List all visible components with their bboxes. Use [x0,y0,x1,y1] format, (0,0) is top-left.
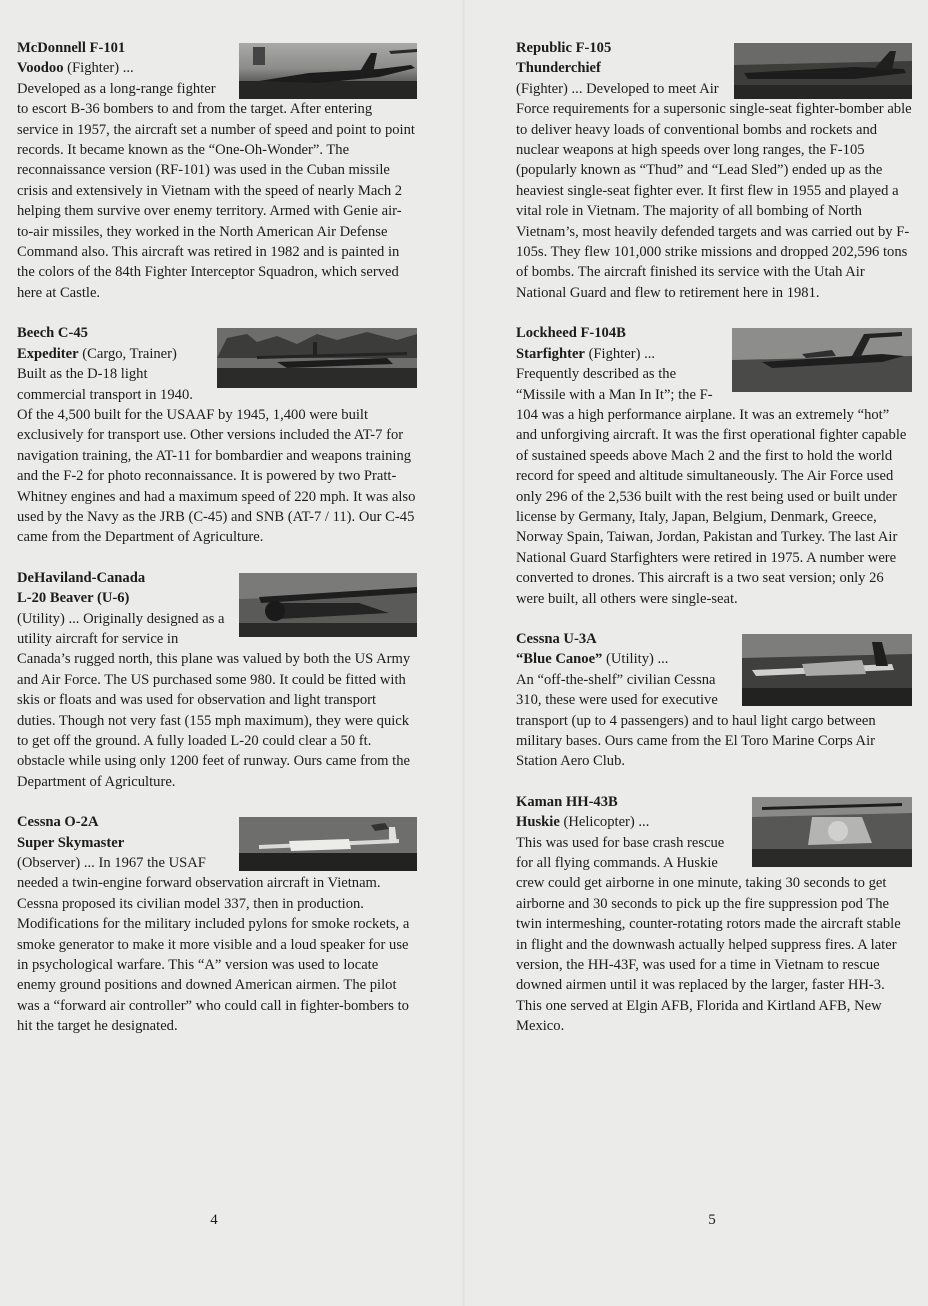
entry-u3a [516,629,912,772]
c45-photo [217,328,417,388]
l20-photo [239,573,417,637]
o2a-photo [239,817,417,871]
entry-name: Expediter [17,345,79,362]
f101-photo [239,43,417,99]
entry-type: (Fighter) ... [516,80,583,97]
entry-title: McDonnell F-101 [17,40,126,56]
entry-title: Beech C-45 [17,325,88,342]
entry-type: (Fighter) ... [588,345,656,362]
entry-title: Cessna U-3A [516,630,597,647]
u3a-photo [742,634,912,706]
entry-title: Cessna O-2A [17,814,99,831]
entry-body: In 1967 the USAF needed a twin-engine forward observation aircraft in Vietnam. Cessna proposed its civilian model 337, then in production. Modifications for the military included pylons for smoke rockets, a smoke generator to make it more visible and a loud speaker for use in psychological warfare. This “A” version was used to locate enemy ground positions and downed American airmen. The pilot was a “forward air controller” who could call in fighter-bombers to hit the target he designated. [17,855,410,1035]
entry-type: (Utility) ... [606,651,669,668]
entry-f105 [516,38,912,303]
left-column [17,38,417,1037]
entry-type: (Helicopter) ... [563,814,650,831]
entry-c45 [17,323,417,547]
entry-f104 [516,323,912,609]
entry-body: Originally designed as a utility aircraft for service in Canada’s rugged north, this plane was valued by both the US Army and Air Force. The US purchased some 980. It could be fitted with skis or floats and was used for observation and light transport duties. Though not very fast (155 mph maximum), they were quick to get off the ground. A fully loaded L-20 could clear a 50 ft. obstacle while using only 1200 feet of runway. Ours came from the Department of Agriculture. [17,610,411,790]
entry-f101 [17,38,417,303]
page-number: 5 [708,1212,716,1228]
entry-body: Developed to meet Air Force requirements for a supersonic single-seat fighter-bomber able to deliver heavy loads of conventional bombs and rockets and nuclear weapons at high speeds over long ranges, the F-105 (popularly known as “Thud” and “Lead Sled”) ended up as the heaviest single-seat fighter ever. It first flew in 1955 and played a vital role in Vietnam. The majority of all bombing of North Vietnam’s, most heavily defended targets and was carried out by F-105s. They flew 101,000 strike missions and dropped 202,596 tons of bombs. The aircraft finished its service with the Utah Air National Guard and flew to retirement here in 1981. [516,80,912,301]
page-number: 4 [210,1212,218,1228]
f105-photo [734,43,912,99]
entry-name: Voodoo [17,60,64,77]
entry-name: “Blue Canoe” [516,651,603,668]
entry-type: (Observer) ... [17,855,95,872]
entry-body: Built as the D-18 light commercial transport in 1940. Of the 4,500 built for the USAAF by 1945, 1,400 were built exclusively for transport use. Other versions included the AT-7 for navigation training, the AT-11 for bombardier and weapons training and the F-2 for photo reconnaissance. It is powered by two Pratt-Whitney engines and had a maximum speed of 220 mph. It was also used by the Navy as the JRB (C-45) and SNB (AT-7 / 11). Our C-45 came from the Department of Agriculture. [17,366,416,546]
entry-body: Developed as a long-range fighter to escort B-36 bombers to and from the target. After entering service in 1957, the aircraft set a number of speed and point to point records. It became known as the “One-Oh-Wonder”. The reconnaissance version (RF-101) was used in the Cuban missile crisis and extensively in Vietnam with the speed of nearly Mach 2 helping them survive over enemy territory. Armed with Genie air-to-air missiles, they worked in the North American Air Defense Command also. This aircraft was retired in 1982 and is painted in the colors of the 84th Fighter Interceptor Squadron, which served here at Castle. [17,80,415,301]
entry-body: An “off-the-shelf” civilian Cessna 310, these were used for executive transport (up to 4 passengers) and to haul light cargo between military bases. Ours came from the El Toro Marine Corps Air Station Aero Club. [516,671,876,770]
hh43-photo [752,797,912,867]
entry-l20 [17,568,417,792]
entry-type: (Cargo, Trainer) [82,345,177,362]
right-column [516,38,912,1037]
entry-name: L-20 Beaver (U-6) [17,590,130,607]
entry-type: (Fighter) ... [67,60,134,77]
entry-body: This was used for base crash rescue for all flying commands. A Huskie crew could get airborne in one minute, taking 30 seconds to get airborne and 30 seconds to pick up the fire suppression pod The twin intermeshing, counter-rotating rotors made the aircraft stable in flight and the downwash actually helped suppress fires. A later version, the HH-43F, was used for a time in Vietnam to rescue downed airmen until it was replaced by the larger, faster HH-3. This one served at Elgin AFB, Florida and Kirtland AFB, New Mexico. [516,834,901,1035]
entry-title: Republic F-105 [516,40,612,56]
entry-o2a [17,812,417,1036]
entry-name: Huskie [516,814,560,831]
entry-title: Kaman HH-43B [516,793,618,810]
page-right [464,0,928,1306]
entry-body: Frequently described as the “Missile with a Man In It”; the F-104 was a high performance airplane. It was an extremely “hot” and unforgiving aircraft. It was the first operational fighter capable of sustained speeds above Mach 2 and the first to hold the world record for speed and altitude simultaneously. The Air Force used only 296 of the 2,536 built with the rest being used or built under license by Germany, Italy, Japan, Belgium, Denmark, Greece, Norway Spain, Taiwan, Jordan, Pakistan and Turkey. The last Air National Guard Starfighters were retired in 1975. A number were converted to drones. This aircraft is a two seat version; only 26 were built, all others were single-seat. [516,366,907,607]
entry-title: DeHaviland-Canada [17,569,146,586]
entry-title: Lockheed F-104B [516,325,626,342]
f104-photo [732,328,912,392]
entry-hh43 [516,792,912,1037]
entry-name: Starfighter [516,345,585,362]
entry-type: (Utility) ... [17,610,80,627]
entry-name: Super Skymaster [17,834,125,851]
entry-name: Thunderchief [516,60,601,77]
